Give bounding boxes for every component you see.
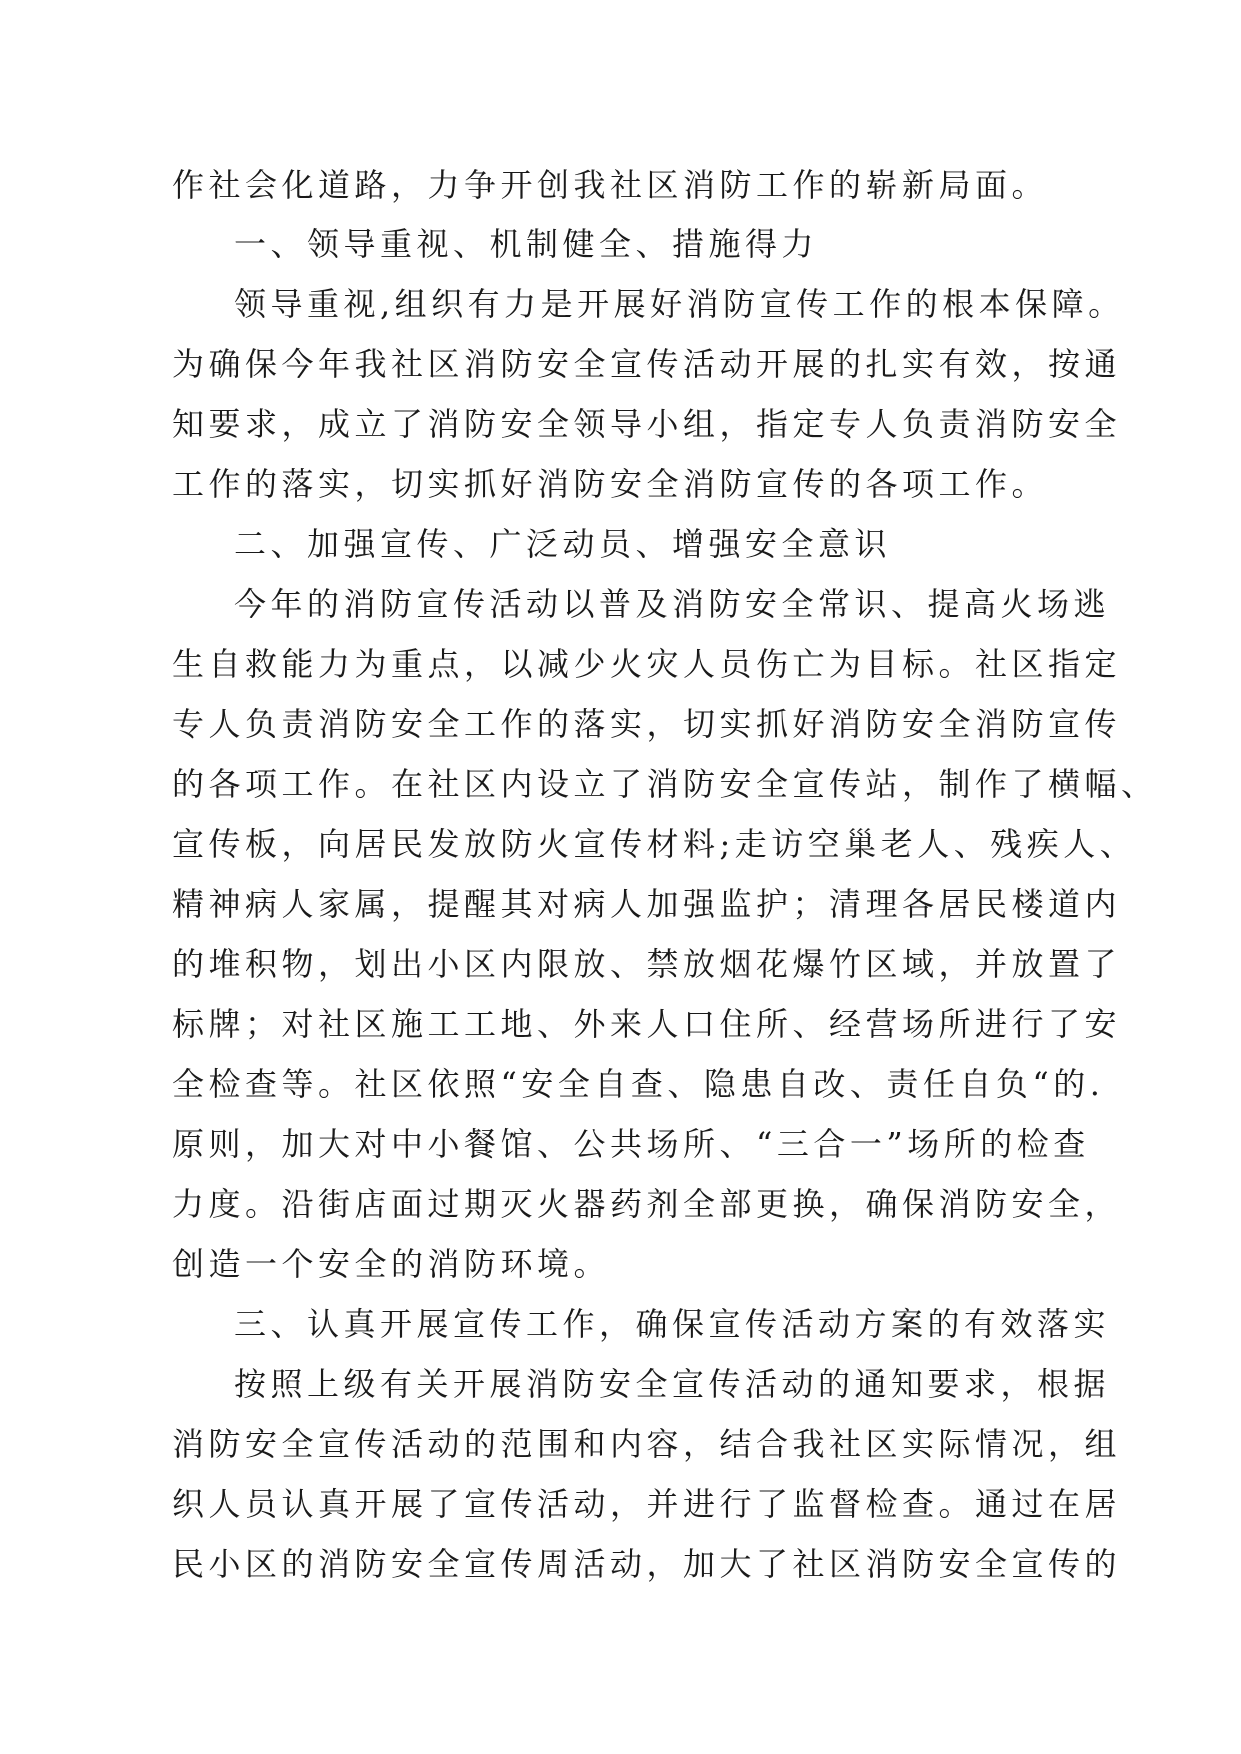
text-line: 标牌；对社区施工工地、外来人口住所、经营场所进行了安 [172, 1005, 1122, 1043]
section-heading-3: 三、认真开展宣传工作，确保宣传活动方案的有效落实 [234, 1305, 1111, 1343]
text-line: 原则，加大对中小餐馆、公共场所、“三合一”场所的检查 [172, 1125, 1090, 1163]
text-line: 为确保今年我社区消防安全宣传活动开展的扎实有效，按通 [172, 345, 1122, 383]
text-line: 全检查等。社区依照“安全自查、隐患自改、责任自负“的. [172, 1065, 1105, 1103]
text-line: 宣传板，向居民发放防火宣传材料;走访空巢老人、残疾人、 [172, 825, 1137, 863]
text-line: 织人员认真开展了宣传活动，并进行了监督检查。通过在居 [172, 1485, 1122, 1523]
text-line: 知要求，成立了消防安全领导小组，指定专人负责消防安全 [172, 405, 1122, 443]
text-line: 领导重视,组织有力是开展好消防宣传工作的根本保障。 [234, 285, 1125, 323]
text-line: 的堆积物，划出小区内限放、禁放烟花爆竹区域，并放置了 [172, 945, 1122, 983]
text-line: 专人负责消防安全工作的落实，切实抓好消防安全消防宣传 [172, 705, 1122, 743]
text-line: 精神病人家属，提醒其对病人加强监护；清理各居民楼道内 [172, 885, 1122, 923]
section-heading-2: 二、加强宣传、广泛动员、增强安全意识 [234, 525, 892, 563]
text-line: 消防安全宣传活动的范围和内容，结合我社区实际情况，组 [172, 1425, 1122, 1463]
text-line: 的各项工作。在社区内设立了消防安全宣传站，制作了横幅、 [172, 765, 1158, 803]
text-line: 生自救能力为重点，以减少火灾人员伤亡为目标。社区指定 [172, 645, 1122, 683]
text-line: 工作的落实，切实抓好消防安全消防宣传的各项工作。 [172, 465, 1049, 503]
text-line: 民小区的消防安全宣传周活动，加大了社区消防安全宣传的 [172, 1545, 1122, 1583]
text-line: 创造一个安全的消防环境。 [172, 1245, 611, 1283]
text-line: 力度。沿街店面过期灭火器药剂全部更换，确保消防安全， [172, 1185, 1122, 1223]
text-line: 作社会化道路，力争开创我社区消防工作的崭新局面。 [172, 166, 1049, 204]
text-line: 今年的消防宣传活动以普及消防安全常识、提高火场逃 [234, 585, 1111, 623]
text-line: 按照上级有关开展消防安全宣传活动的通知要求，根据 [234, 1365, 1111, 1403]
section-heading-1: 一、领导重视、机制健全、措施得力 [234, 225, 819, 263]
